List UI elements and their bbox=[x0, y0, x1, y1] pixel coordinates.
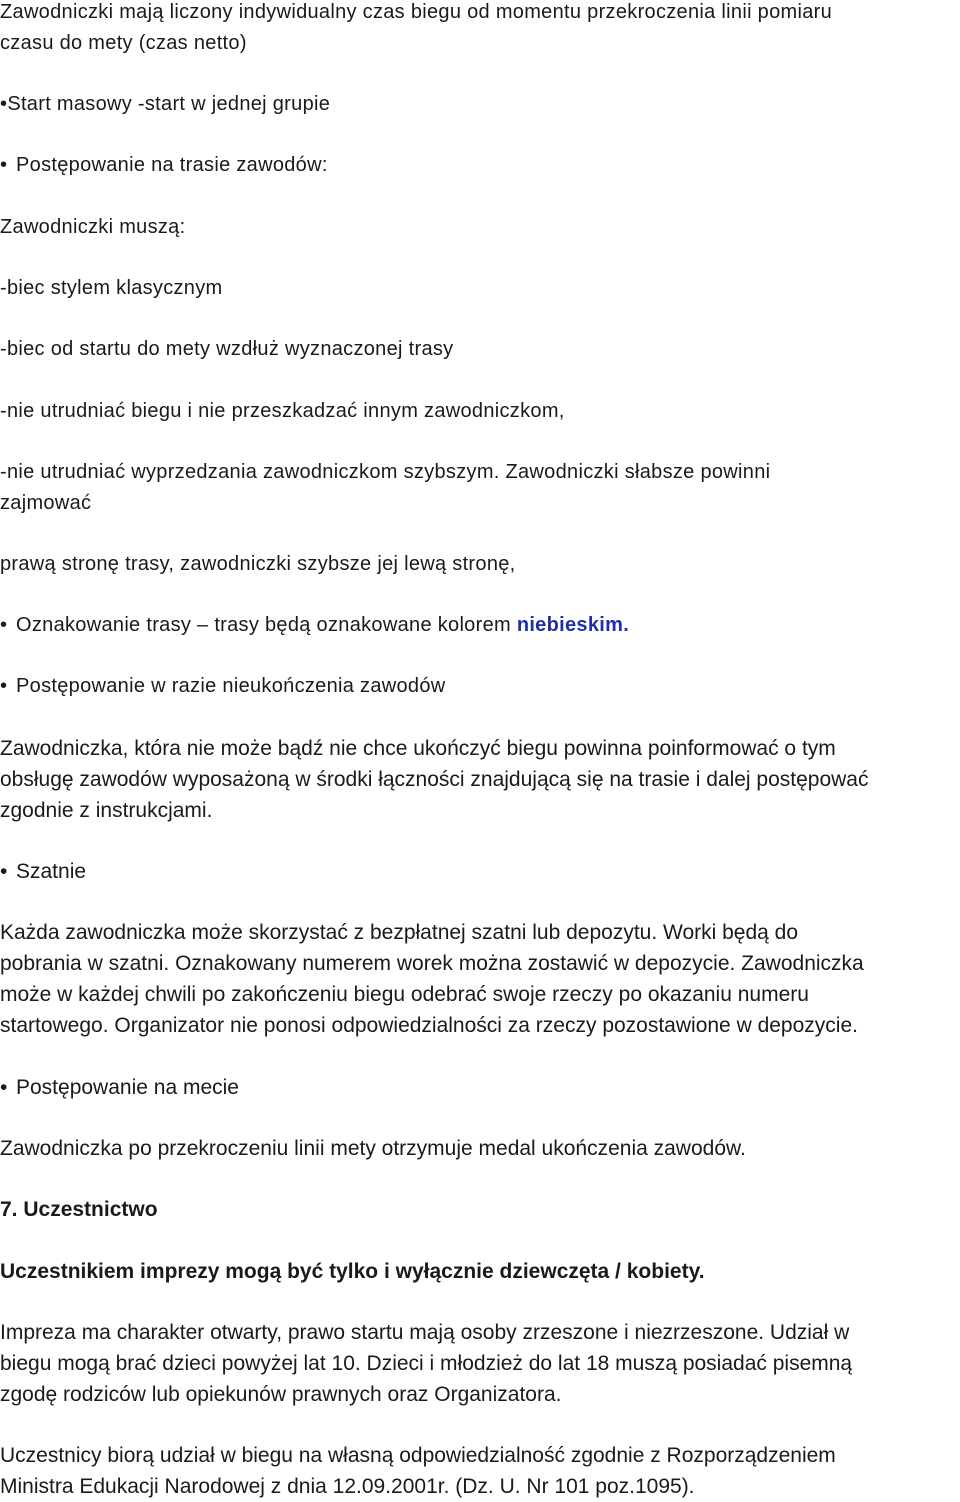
text-line: -biec od startu do mety wzdłuż wyznaczonej trasy bbox=[0, 338, 454, 360]
highlighted-word: niebieskim. bbox=[516, 614, 630, 636]
text-line: Uczestnicy biorą udział w biegu na własną odpowiedzialność zgodnie z Rozporządzeniem bbox=[0, 1444, 836, 1467]
text-line: -nie utrudniać biegu i nie przeszkadzać innym zawodniczkom, bbox=[0, 400, 565, 422]
list-item: • Postępowanie na trasie zawodów: bbox=[0, 150, 328, 181]
bold-statement: Uczestnikiem imprezy mogą być tylko i wyłącznie dziewczęta / kobiety. bbox=[0, 1260, 705, 1283]
bullet-icon: • bbox=[0, 1076, 8, 1099]
text-line: może w każdej chwili po zakończeniu biegu odebrać swoje rzeczy po okazaniu numeru bbox=[0, 983, 809, 1006]
list-item: • Postępowanie w razie nieukończenia zawodów bbox=[0, 671, 446, 702]
text-line: -biec stylem klasycznym bbox=[0, 277, 223, 299]
text-line: czasu do mety (czas netto) bbox=[0, 32, 247, 54]
text-line: zgodnie z instrukcjami. bbox=[0, 799, 213, 822]
text-line: Zawodniczka, która nie może bądź nie chce ukończyć biegu powinna poinformować o tym bbox=[0, 737, 836, 760]
text-line: Ministra Edukacji Narodowej z dnia 12.09.2001r. (Dz. U. Nr 101 poz.1095). bbox=[0, 1475, 695, 1498]
text-line: Zawodniczki mają liczony indywidualny czas biegu od momentu przekroczenia linii pomiaru bbox=[0, 1, 833, 23]
bullet-icon: • bbox=[0, 675, 8, 697]
text-line: Zawodniczka po przekroczeniu linii mety otrzymuje medal ukończenia zawodów. bbox=[0, 1137, 746, 1160]
text-line: zajmować bbox=[0, 492, 92, 514]
list-item: • Szatnie bbox=[0, 856, 86, 887]
text-line: Impreza ma charakter otwarty, prawo startu mają osoby zrzeszone i niezrzeszone. Udział w bbox=[0, 1321, 850, 1344]
bullet-icon: • bbox=[0, 860, 8, 883]
list-item: • Oznakowanie trasy – trasy będą oznakowane kolorem niebieskim. bbox=[0, 610, 629, 641]
section-heading: 7. Uczestnictwo bbox=[0, 1198, 158, 1221]
text-line: Zawodniczki muszą: bbox=[0, 216, 186, 238]
text-line: Każda zawodniczka może skorzystać z bezpłatnej szatni lub depozytu. Worki będą do bbox=[0, 921, 799, 944]
text-line: biegu mogą brać dzieci powyżej lat 10. Dzieci i młodzież do lat 18 muszą posiadać pisemną bbox=[0, 1352, 853, 1375]
list-item: •Start masowy -start w jednej grupie bbox=[0, 93, 331, 115]
list-item: • Postępowanie na mecie bbox=[0, 1072, 239, 1103]
text-line: zgodę rodziców lub opiekunów prawnych oraz Organizatora. bbox=[0, 1383, 562, 1406]
text-line: obsługę zawodów wyposażoną w środki łączności znajdującą się na trasie i dalej postępować bbox=[0, 768, 869, 791]
bullet-icon: • bbox=[0, 154, 8, 176]
text-line: -nie utrudniać wyprzedzania zawodniczkom szybszym. Zawodniczki słabsze powinni bbox=[0, 461, 771, 483]
bullet-icon: • bbox=[0, 93, 8, 115]
text-line: pobrania w szatni. Oznakowany numerem worek można zostawić w depozycie. Zawodniczka bbox=[0, 952, 864, 975]
text-line: startowego. Organizator nie ponosi odpowiedzialności za rzeczy pozostawione w depozycie. bbox=[0, 1014, 858, 1037]
text-line: prawą stronę trasy, zawodniczki szybsze jej lewą stronę, bbox=[0, 553, 516, 575]
bullet-icon: • bbox=[0, 614, 8, 636]
